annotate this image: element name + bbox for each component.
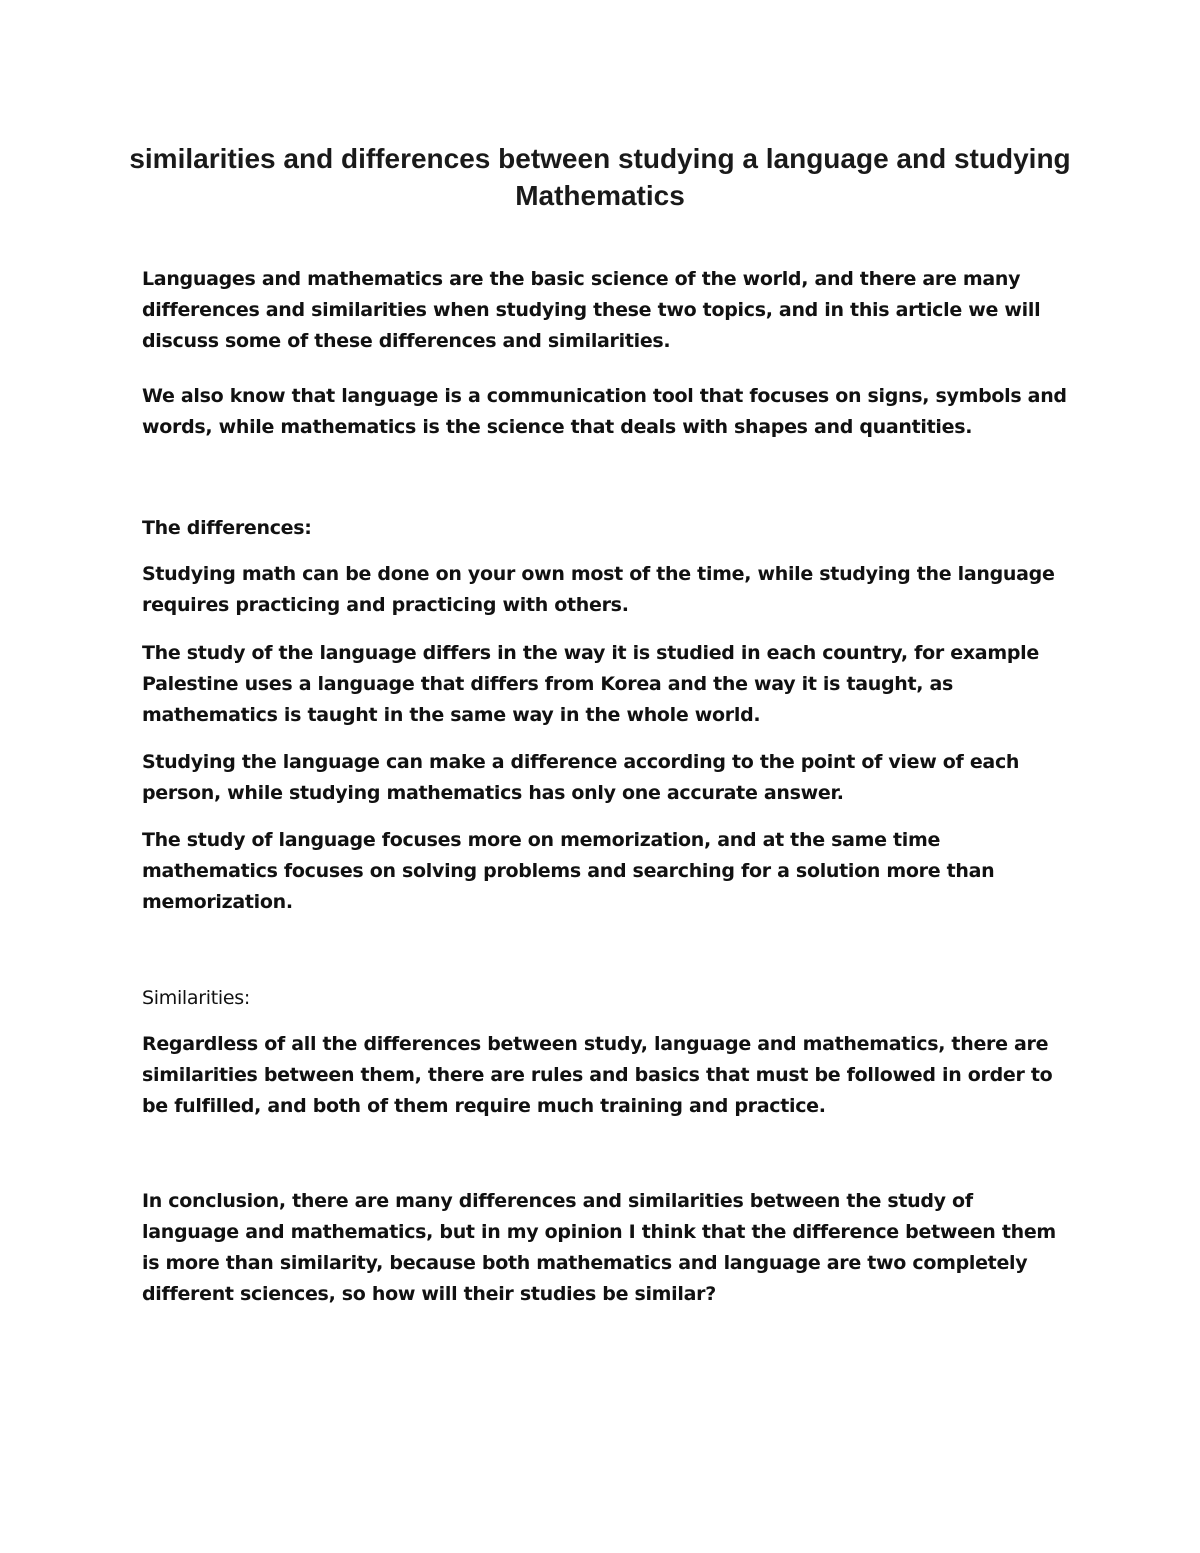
intro-paragraph-2: We also know that language is a communication tool that focuses on signs, symbols and words, while mathematics is the science that deals with shapes and quantities. (142, 385, 1067, 438)
differences-heading: The differences: (142, 517, 312, 539)
difference-paragraph-1: Studying math can be done on your own most of the time, while studying the language requires practicing and practicing with others. (142, 563, 1055, 616)
intro-paragraph-1: Languages and mathematics are the basic science of the world, and there are many differences and similarities when studying these two topics, and in this article we will discuss some of these differences and similarities. (142, 268, 1041, 352)
difference-paragraph-2: The study of the language differs in the way it is studied in each country, for example Palestine uses a language that differs from Korea and the way it is taught, as mathematics is taught in the same way in the whole world. (142, 642, 1039, 726)
conclusion-paragraph: In conclusion, there are many differences and similarities between the study of language and mathematics, but in my opinion I think that the difference between them is more than similarity, because both mathematics and language are two completely different sciences, so how will their studies be similar? (142, 1190, 1056, 1305)
document-title: similarities and differences between studying a language and studying Mathematics (129, 143, 1071, 211)
difference-paragraph-3: Studying the language can make a difference according to the point of view of each person, while studying mathematics has only one accurate answer. (142, 751, 1020, 804)
similarities-heading: Similarities: (142, 987, 250, 1009)
difference-paragraph-4: The study of language focuses more on memorization, and at the same time mathematics focuses on solving problems and searching for a solution more than memorization. (142, 829, 995, 913)
similarity-paragraph-1: Regardless of all the differences between study, language and mathematics, there are similarities between them, there are rules and basics that must be followed in order to be fulfilled, and both of them require much training and practice. (142, 1033, 1053, 1117)
